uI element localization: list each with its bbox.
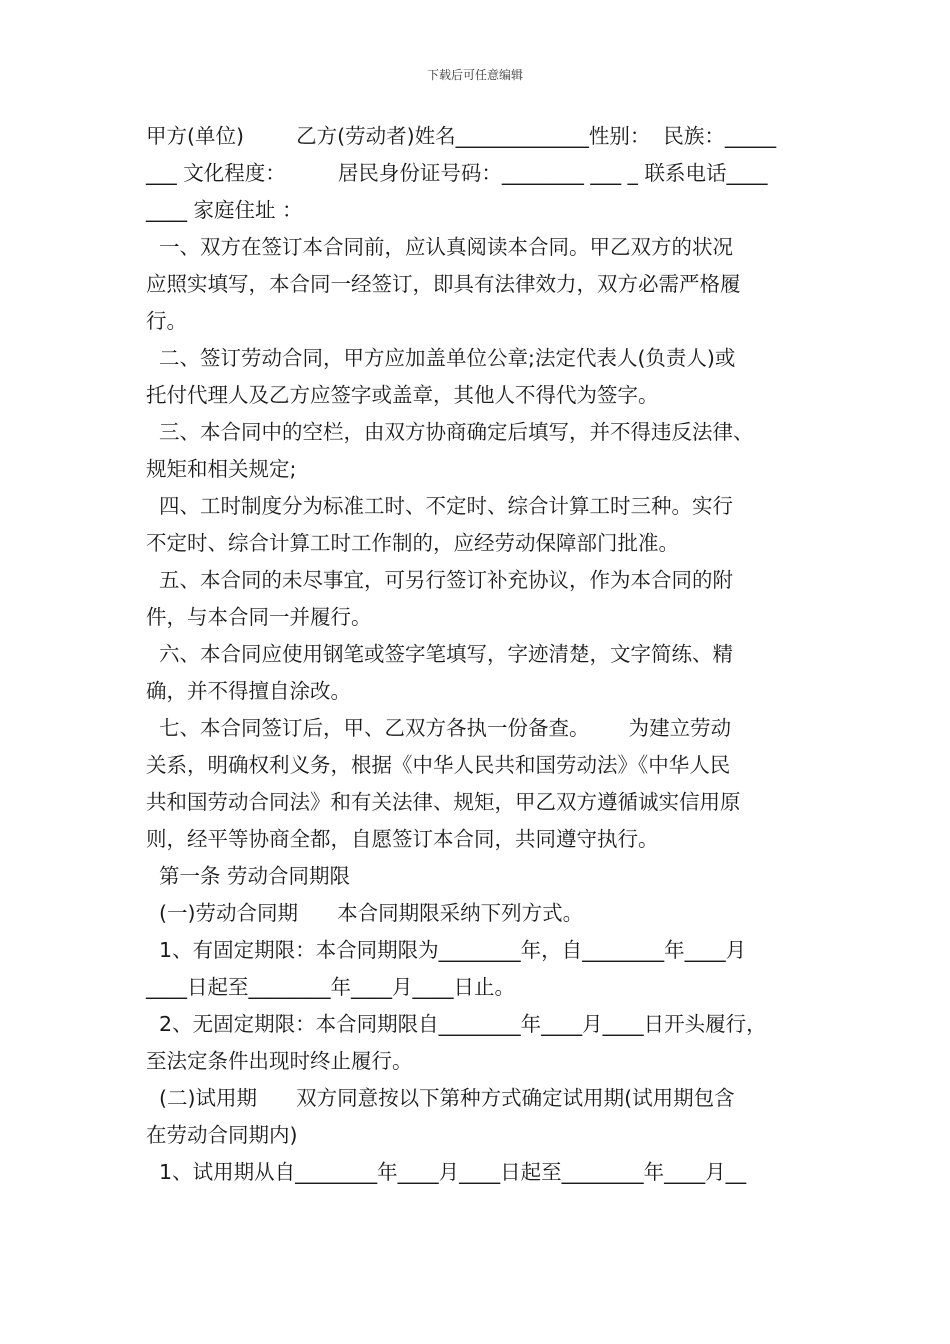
text-line: 件，与本合同一并履行。 [146, 605, 372, 629]
text-line: 2、无固定期限：本合同期限自________年____月____日开头履行， [146, 1012, 767, 1036]
page-header: 下载后可任意编辑 [426, 68, 523, 82]
text-line: 四、工时制度分为标准工时、不定时、综合计算工时三种。实行 [146, 494, 734, 518]
section-heading: 第一条 劳动合同期限 [146, 864, 351, 888]
text-line: 在劳动合同期内) [146, 1123, 298, 1147]
text-line: 行。 [146, 309, 187, 333]
text-line: 共和国劳动合同法》和有关法律、规矩，甲乙双方遵循诚实信用原 [146, 790, 741, 814]
text-line: 确，并不得擅自涂改。 [146, 679, 351, 703]
text-line: 1、有固定期限：本合同期限为________年，自________年____月 [146, 938, 747, 962]
text-line: 则，经平等协商全都，自愿签订本合同，共同遵守执行。 [146, 827, 659, 851]
text-line: 甲方(单位) 乙方(劳动者)姓名_____________性别： 民族：_____ [146, 124, 777, 148]
text-line: 不定时、综合计算工时工作制的，应经劳动保障部门批准。 [146, 531, 679, 555]
text-line: 至法定条件出现时终止履行。 [146, 1049, 413, 1073]
text-line: 规矩和相关规定; [146, 457, 297, 481]
text-line: ___ 文化程度： 居民身份证号码：________ ___ _ 联系电话____ [146, 161, 768, 185]
text-line: 六、本合同应使用钢笔或签字笔填写，字迹清楚，文字简练、精 [146, 642, 734, 666]
text-line: ____日起至________年____月____日止。 [146, 975, 515, 999]
text-line: ____ 家庭住址 ： [146, 198, 303, 222]
text-line: 关系，明确权利义务，根据《中华人民共和国劳动法》《中华人民 [146, 753, 731, 777]
text-line: 五、本合同的未尽事宜，可另行签订补充协议，作为本合同的附 [146, 568, 734, 592]
text-line: 托付代理人及乙方应签字或盖章，其他人不得代为签字。 [146, 383, 659, 407]
subsection-heading: (二)试用期 双方同意按以下第种方式确定试用期(试用期包含 [146, 1086, 735, 1110]
text-line: 1、试用期从自________年____月____日起至________年____月__ [146, 1160, 747, 1184]
text-line: 三、本合同中的空栏，由双方协商确定后填写，并不得违反法律、 [146, 420, 754, 444]
text-line: 二、签订劳动合同，甲方应加盖单位公章;法定代表人(负责人)或 [146, 346, 736, 370]
contract-body [146, 118, 816, 1191]
subsection-heading: (一)劳动合同期 本合同期限采纳下列方式。 [146, 901, 584, 925]
text-line: 一、双方在签订本合同前，应认真阅读本合同。甲乙双方的状况 [146, 235, 734, 259]
text-line: 应照实填写，本合同一经签订，即具有法律效力，双方必需严格履 [146, 272, 741, 296]
text-line: 七、本合同签订后，甲、乙双方各执一份备查。 为建立劳动 [146, 716, 732, 740]
